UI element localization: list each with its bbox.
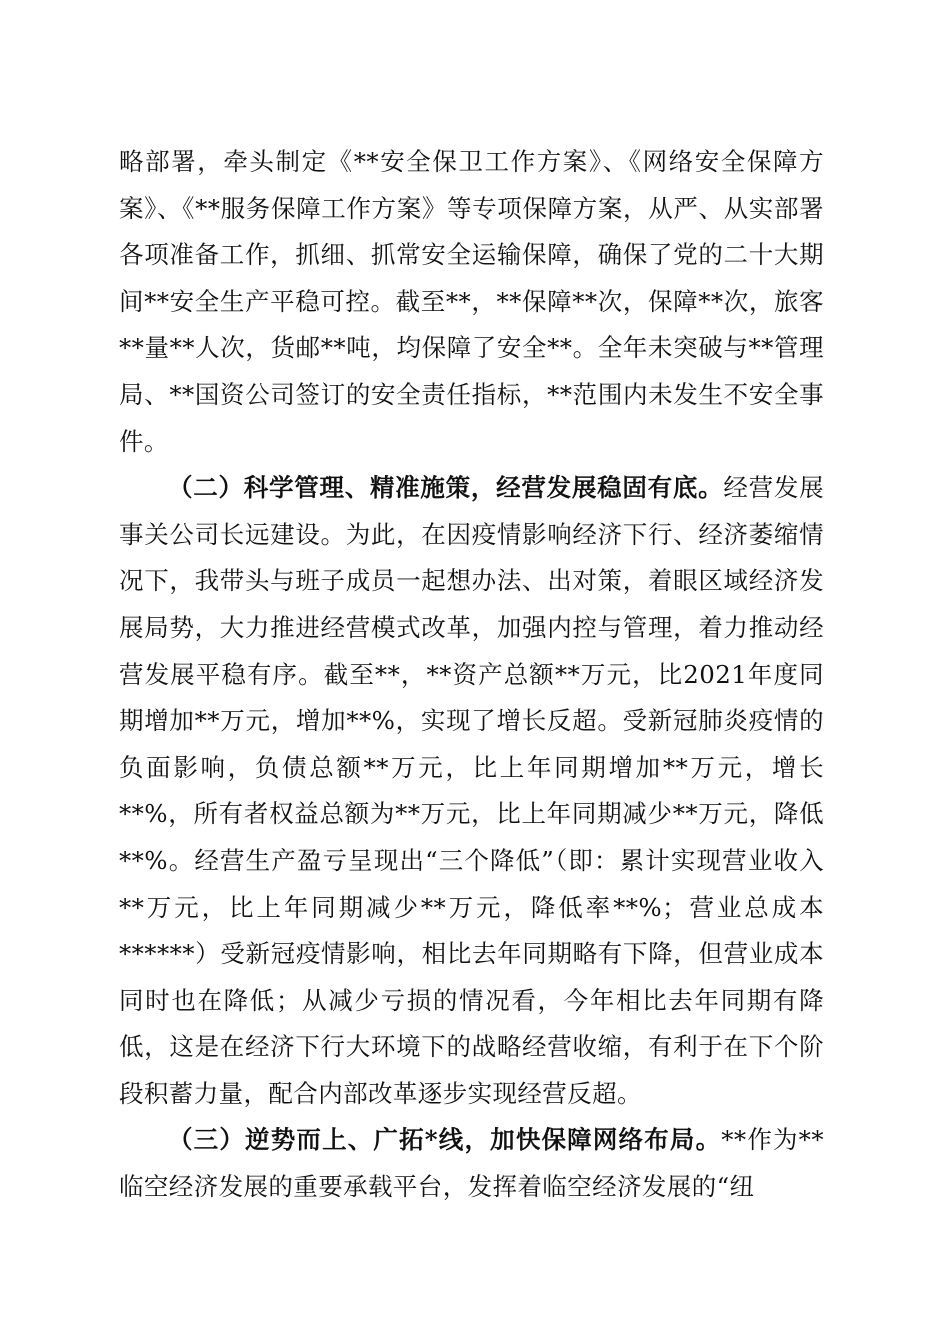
- paragraph-heading: （二）科学管理、精准施策，经营发展稳固有底。: [168, 473, 724, 503]
- paragraph-text: 经营发展事关公司长远建设。为此，在因疫情影响经济下行、经济萎缩情况下，我带头与班子成员一起想办法、出对策，着眼区域经济发展局势，大力推进经营模式改革，加强内控与管理，着力推动经营发展平稳有序。截至**，**资产总额**万元，比2021年度同期增加**万元，增加**%，实现了增长反超。受新冠肺炎疫情的负面影响，负债总额**万元，比上年同期增加**万元，增长**%，所有者权益总额为**万元，比上年同期减少**万元，降低**%。经营生产盈亏呈现出“三个降低”（即：累计实现营业收入**万元，比上年同期减少**万元，降低率**%；营业总成本******）受新冠疫情影响，相比去年同期略有下降，但营业成本同时也在降低；从减少亏损的情况看，今年相比去年同期有降低，这是在经济下行大环境下的战略经营收缩，有利于在下个阶段积蓄力量，配合内部改革逐步实现经营反超。: [119, 473, 824, 1108]
- paragraph-business-management: [119, 465, 824, 1117]
- paragraph-text: 略部署，牵头制定《**安全保卫工作方案》、《网络安全保障方案》、《**服务保障工作方案》等专项保障方案，从严、从实部署各项准备工作，抓细、抓常安全运输保障，确保了党的二十大期间**安全生产平稳可控。截至**，**保障**次，保障**次，旅客**量**人次，货邮**吨，均保障了安全**。全年未突破与**管理局、**国资公司签订的安全责任指标，**范围内未发生不安全事件。: [119, 147, 824, 456]
- paragraph-text: **作为**临空经济发展的重要承载平台，发挥着临空经济发展的“纽: [119, 1125, 824, 1202]
- paragraph-network-layout: [119, 1117, 824, 1210]
- paragraph-heading: （三）逆势而上、广拓*线，加快保障网络布局。: [168, 1125, 722, 1155]
- paragraph-security-plans: [119, 139, 824, 465]
- document-body: [119, 139, 824, 1211]
